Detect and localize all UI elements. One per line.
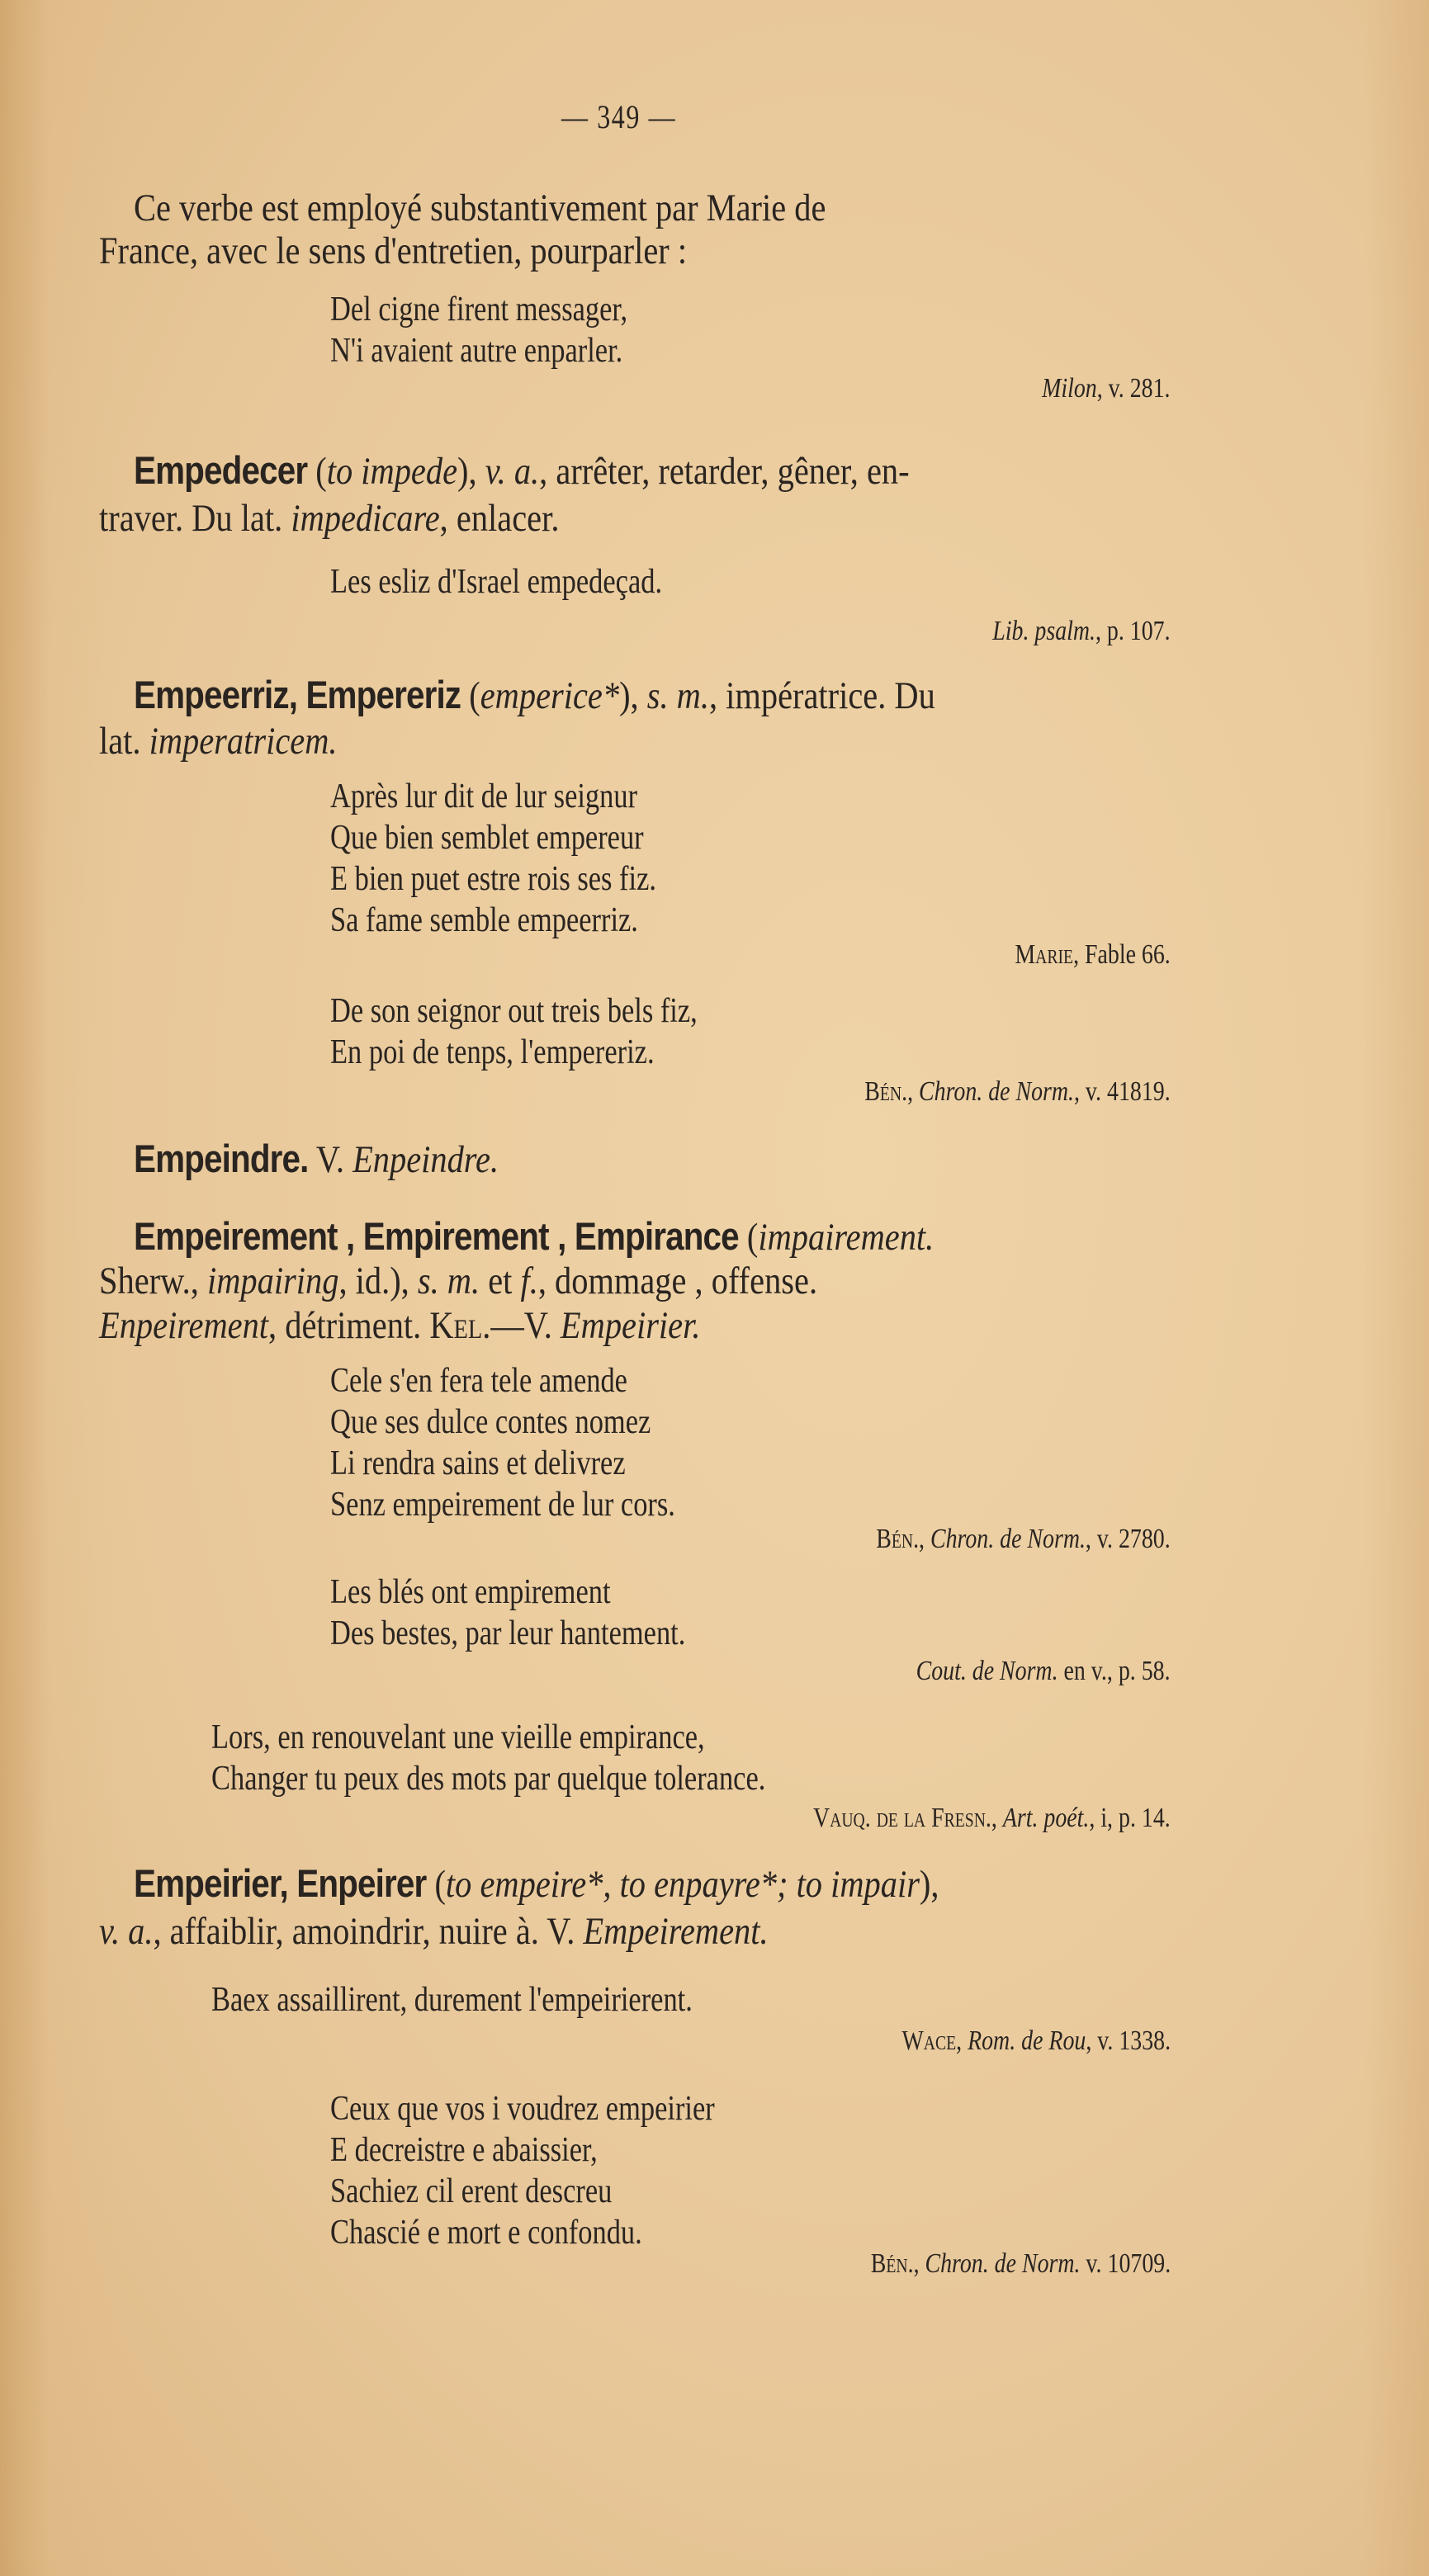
part-of-speech: s. m.: [417, 1260, 480, 1302]
verse-line: Changer tu peux des mots par quelque tolerance.: [211, 1760, 766, 1798]
cite-ref: , Fable 66.: [1073, 939, 1171, 970]
cite-author: Bén.: [870, 2248, 914, 2279]
cite-work: Lib. psalm.: [992, 616, 1096, 646]
cite-work: Art. poét.: [1003, 1803, 1090, 1833]
verse-line: Sa fame semble empeerriz.: [330, 901, 638, 939]
entry-empeindre: [134, 1134, 499, 1184]
cite-work: Milon: [1042, 373, 1098, 404]
definition: , dommage , offense.: [537, 1260, 818, 1302]
paren: (: [738, 1216, 759, 1259]
cross-reference: Empeirement.: [583, 1910, 769, 1953]
headword: Empeerriz, Empereriz: [134, 673, 461, 716]
verse-line: Ceux que vos i voudrez empeirier: [330, 2090, 715, 2128]
headword: Empeirier, Enpeirer: [134, 1861, 427, 1905]
quote-art-poetique: [211, 1717, 765, 1799]
see-ref: V.: [308, 1138, 353, 1181]
entry-empedecer-line-2: [99, 494, 559, 543]
definition: traver. Du lat.: [99, 497, 291, 540]
verse-line: Del cigne firent messager,: [330, 291, 628, 328]
cite-work: Cout. de Norm.: [916, 1656, 1058, 1686]
definition: , détriment.: [268, 1304, 430, 1347]
verse-line: Chascié e mort e confondu.: [330, 2214, 642, 2252]
cite-author: Bén.: [876, 1524, 920, 1554]
author: Kel.: [429, 1304, 491, 1347]
definition: , id.),: [338, 1260, 418, 1302]
etymology: to impede: [326, 450, 458, 493]
cross-reference: Enpeindre.: [353, 1138, 499, 1181]
verse-line: E decreistre e abaissier,: [330, 2131, 598, 2169]
entry-empeirier-line-2: [99, 1907, 769, 1956]
verse-line: Baex assaillirent, durement l'empeirierent.: [211, 1981, 693, 2019]
cite-ref: , v. 1338.: [1086, 2025, 1171, 2056]
verse-line: Que ses dulce contes nomez: [330, 1403, 651, 1441]
paren: (: [307, 450, 327, 493]
part-of-speech: f.: [520, 1260, 538, 1302]
citation: [1015, 939, 1171, 971]
citation: Bén., Chron. de Norm. v. 10709.: [870, 2248, 1171, 2279]
paren: ),: [919, 1863, 939, 1906]
definition: Sherw.,: [99, 1260, 207, 1302]
etymology: impairing: [206, 1260, 339, 1302]
entry-empeirement-line-2: [99, 1256, 817, 1306]
etymology: to empeire*, to enpayre*; to impair: [445, 1863, 920, 1906]
citation: [993, 616, 1171, 647]
citation: Vauq. de la Fresn., Art. poét., i, p. 14.: [813, 1803, 1171, 1833]
etymology: impairement.: [758, 1216, 935, 1259]
variant: Enpeirement: [99, 1304, 269, 1347]
verse-line: Senz empeirement de lur cors.: [330, 1486, 675, 1524]
cite-ref: , v. 281.: [1097, 373, 1171, 404]
cite-work: Chron. de Norm.: [925, 2248, 1081, 2279]
quote-fable: [330, 776, 656, 941]
headword: Empeindre.: [134, 1137, 309, 1180]
cite-work: Chron. de Norm.: [930, 1524, 1086, 1554]
entry-empeirier-line-1: [134, 1859, 939, 1909]
entry-empedecer-line-1: [134, 446, 910, 496]
definition: , affaiblir, amoindrir, nuire à. V.: [153, 1910, 584, 1953]
headword: Empedecer: [134, 448, 308, 492]
citation: Bén., Chron. de Norm., v. 2780.: [876, 1524, 1171, 1554]
cite-ref: , p. 107.: [1095, 616, 1171, 646]
cite-author: Marie: [1015, 939, 1074, 970]
cite-work: Chron. de Norm.: [919, 1076, 1075, 1107]
latin-source: impedicare: [291, 497, 440, 540]
cite-ref: , v. 2780.: [1086, 1524, 1171, 1554]
part-of-speech: v. a.: [99, 1910, 154, 1953]
citation: [916, 1656, 1171, 1687]
definition: et: [480, 1260, 521, 1302]
citation: Bén., Chron. de Norm., v. 41819.: [864, 1076, 1171, 1107]
definition: , impératrice. Du: [708, 674, 935, 717]
verse-line: Sachiez cil erent descreu: [330, 2172, 613, 2210]
definition: , arrêter, retarder, gêner, en-: [539, 450, 910, 493]
verse-line: De son seignor out treis bels fiz,: [330, 992, 698, 1030]
cross-reference: Empeirier.: [560, 1304, 701, 1347]
cite-author: Vauq. de la Fresn.: [813, 1803, 992, 1833]
see-ref: —V.: [490, 1304, 561, 1347]
verse-line: Cele s'en fera tele amende: [330, 1362, 627, 1400]
verse-line: Des bestes, par leur hantement.: [330, 1614, 686, 1652]
verse-line: Après lur dit de lur seignur: [330, 778, 638, 815]
verse-line: En poi de tenps, l'empereriz.: [330, 1033, 655, 1071]
paren: ),: [457, 450, 485, 493]
verse-line: E bien puet estre rois ses fiz.: [330, 860, 656, 898]
part-of-speech: v. a.: [485, 450, 540, 493]
citation: [1043, 373, 1171, 404]
cite-author: Wace: [901, 2025, 957, 2056]
verse-line: N'i avaient autre enparler.: [330, 332, 623, 370]
verse-line: Les esliz d'Israel empedeçad.: [330, 563, 663, 601]
citation: Wace, Rom. de Rou, v. 1338.: [901, 2025, 1171, 2056]
cite-work: Rom. de Rou: [968, 2025, 1086, 2056]
paren: (: [426, 1863, 446, 1906]
quote-chron-3: [330, 2088, 715, 2253]
entry-empeirement-line-1: [134, 1212, 934, 1262]
paren: (: [461, 674, 480, 717]
intro-line-2: France, avec le sens d'entretien, pourparler :: [99, 229, 688, 272]
cite-ref: v. 10709.: [1080, 2248, 1171, 2279]
cite-ref: , v. 41819.: [1074, 1076, 1171, 1107]
cite-ref: en v., p. 58.: [1058, 1656, 1171, 1686]
quote-milon: [330, 289, 627, 371]
quote-chron-2: [330, 1360, 675, 1525]
latin-source: imperatricem.: [149, 720, 338, 763]
verse-line: Li rendra sains et delivrez: [330, 1444, 626, 1482]
quote-chron-1: [330, 990, 698, 1073]
verse-line: Lors, en renouvelant une vieille empirance,: [211, 1718, 705, 1756]
verse-line: Les blés ont empirement: [330, 1573, 611, 1611]
etymology: emperice*: [480, 674, 620, 717]
quote-rom-rou: [211, 1979, 693, 2021]
entry-empeerriz-line-1: [134, 670, 935, 721]
part-of-speech: s. m.: [646, 674, 709, 717]
verse-line: Que bien semblet empereur: [330, 819, 644, 857]
entry-empeerriz-line-2: [99, 716, 338, 766]
definition: , enlacer.: [439, 497, 560, 540]
quote-cout-norm: [330, 1572, 685, 1654]
intro-line-1: Ce verbe est employé substantivement par Marie de: [134, 187, 826, 229]
paren: ),: [619, 674, 647, 717]
entry-empeirement-line-3: [99, 1301, 700, 1350]
cite-ref: , i, p. 14.: [1089, 1803, 1171, 1833]
headword: Empeirement , Empirement , Empirance: [134, 1214, 739, 1258]
cite-author: Bén.: [864, 1076, 908, 1107]
page-number: — 349 —: [561, 98, 677, 135]
quote-lib-psalm: [330, 561, 662, 603]
definition: lat.: [99, 720, 149, 763]
